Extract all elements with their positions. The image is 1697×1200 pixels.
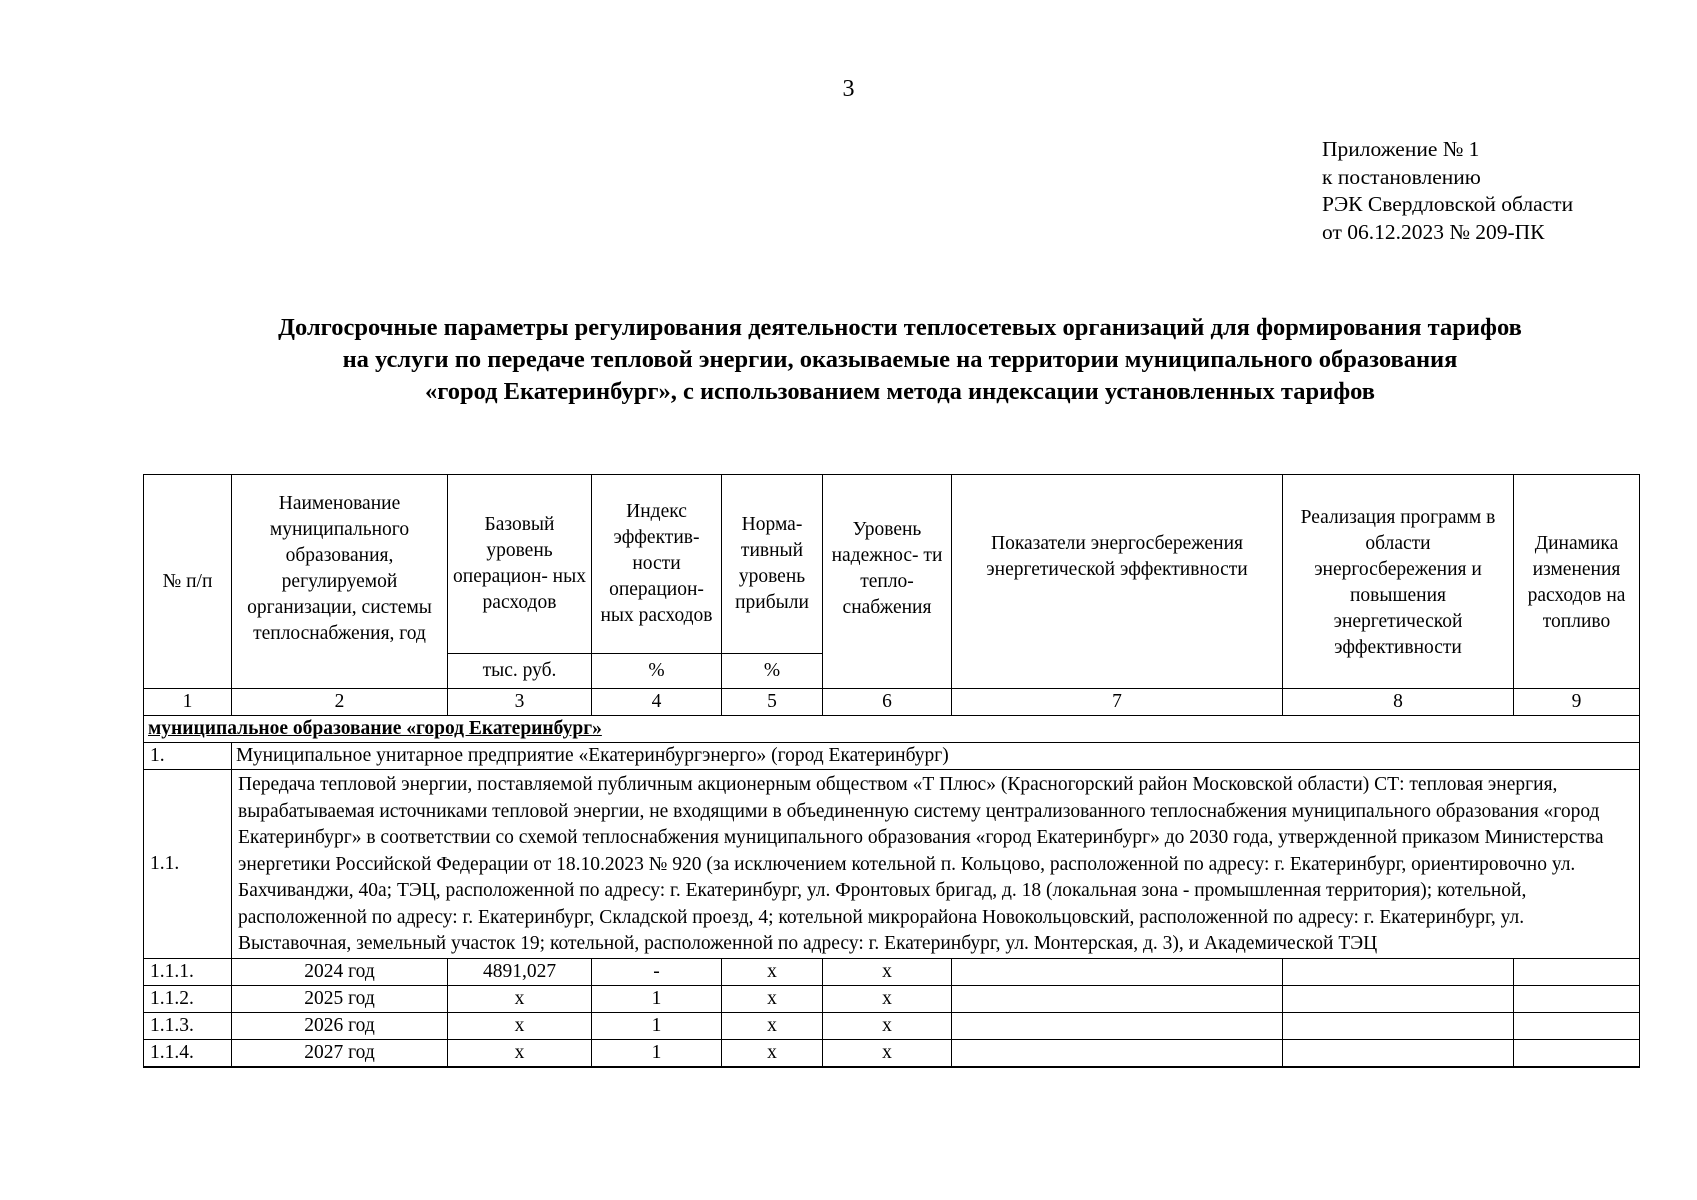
table-row	[144, 1012, 1640, 1039]
appendix-line-4: от 06.12.2023 № 209-ПК	[1322, 219, 1545, 244]
appendix-line-2: к постановлению	[1322, 164, 1481, 189]
header-programs: Реализация программ в области энергосбережения и повышения энергетической эффективности	[1283, 475, 1514, 689]
table-header-row	[144, 475, 1640, 654]
header-num: № п/п	[144, 475, 232, 689]
row-base-opex: 4891,027	[448, 958, 592, 985]
row-profit-level: x	[722, 985, 823, 1012]
row-fuel-dynamics	[1514, 1039, 1640, 1067]
unit-profit-level: %	[722, 654, 823, 689]
row-year: 2027 год	[232, 1039, 448, 1067]
title-line-3: «город Екатеринбург», с использованием метода индексации установленных тарифов	[424, 378, 1376, 405]
table-row	[144, 1039, 1640, 1067]
title-line-2: на услуги по передаче тепловой энергии, оказываемые на территории муниципального образования	[342, 346, 1458, 373]
unit-base-opex: тыс. руб.	[448, 654, 592, 689]
subsection-row	[144, 770, 1640, 959]
document-title	[100, 312, 1697, 408]
column-number: 4	[592, 689, 722, 716]
row-efficiency-index: 1	[592, 985, 722, 1012]
section-row	[144, 716, 1640, 743]
appendix-block	[1322, 136, 1573, 246]
row-efficiency-index: -	[592, 958, 722, 985]
row-reliability: x	[823, 1039, 952, 1067]
row-profit-level: x	[722, 1012, 823, 1039]
title-line-1: Долгосрочные параметры регулирования деятельности теплосетевых организаций для формирования тарифов	[278, 314, 1522, 341]
column-number: 2	[232, 689, 448, 716]
row-programs	[1283, 1039, 1514, 1067]
org-row	[144, 743, 1640, 770]
appendix-line-1: Приложение № 1	[1322, 137, 1480, 161]
org-name: Муниципальное унитарное предприятие «Екатеринбургэнерго» (город Екатеринбург)	[232, 743, 1640, 770]
row-energy-saving	[952, 1039, 1283, 1067]
column-numbers-row	[144, 689, 1640, 716]
row-reliability: x	[823, 958, 952, 985]
row-year: 2025 год	[232, 985, 448, 1012]
header-efficiency-index: Индекс эффектив- ности операцион- ных расходов	[592, 475, 722, 654]
unit-efficiency-index: %	[592, 654, 722, 689]
row-year: 2026 год	[232, 1012, 448, 1039]
column-number: 1	[144, 689, 232, 716]
row-efficiency-index: 1	[592, 1012, 722, 1039]
row-programs	[1283, 958, 1514, 985]
table-row	[144, 985, 1640, 1012]
row-energy-saving	[952, 1012, 1283, 1039]
header-name: Наименование муниципального образования, регулируемой организации, системы теплоснабжения, год	[232, 475, 448, 689]
row-num: 1.1.3.	[144, 1012, 232, 1039]
section-title: муниципальное образование «город Екатеринбург»	[144, 716, 1640, 743]
row-fuel-dynamics	[1514, 958, 1640, 985]
row-profit-level: x	[722, 1039, 823, 1067]
column-number: 5	[722, 689, 823, 716]
row-profit-level: x	[722, 958, 823, 985]
row-energy-saving	[952, 958, 1283, 985]
row-efficiency-index: 1	[592, 1039, 722, 1067]
row-fuel-dynamics	[1514, 1012, 1640, 1039]
row-programs	[1283, 985, 1514, 1012]
org-num: 1.	[144, 743, 232, 770]
column-number: 3	[448, 689, 592, 716]
subsection-num: 1.1.	[144, 770, 232, 959]
column-number: 9	[1514, 689, 1640, 716]
row-reliability: x	[823, 985, 952, 1012]
row-num: 1.1.1.	[144, 958, 232, 985]
subsection-cell	[232, 770, 1640, 959]
parameters-table	[143, 474, 1640, 1068]
row-fuel-dynamics	[1514, 985, 1640, 1012]
column-number: 7	[952, 689, 1283, 716]
table-row	[144, 958, 1640, 985]
appendix-line-3: РЭК Свердловской области	[1322, 192, 1574, 216]
header-fuel-dynamics: Динамика изменения расходов на топливо	[1514, 475, 1640, 689]
header-base-opex: Базовый уровень операцион- ных расходов	[448, 475, 592, 654]
row-base-opex: x	[448, 985, 592, 1012]
row-reliability: x	[823, 1012, 952, 1039]
page-number: 3	[842, 76, 855, 102]
row-year: 2024 год	[232, 958, 448, 985]
row-programs	[1283, 1012, 1514, 1039]
row-num: 1.1.4.	[144, 1039, 232, 1067]
column-number: 6	[823, 689, 952, 716]
header-profit-level: Норма- тивный уровень прибыли	[722, 475, 823, 654]
subsection-description: Передача тепловой энергии, поставляемой публичным акционерным обществом «Т Плюс» (Красногорский район Московской области) СТ: тепловая энергия, вырабатываемая источниками тепловой энергии, не входящими в объединенную систему централизованного теплоснабжения муниципального образования «город Екатеринбург» в соответствии со схемой теплоснабжения муниципального образования «город Екатеринбург» до 2030 года, утвержденной приказом Министерства энергетики Российской Федерации от 18.10.2023 № 920 (за исключением котельной п. Кольцово, расположенной по адресу: г. Екатеринбург, ориентировочно ул. Бахчиванджи, 40а; ТЭЦ, расположенной по адресу: г. Екатеринбург, ул. Фронтовых бригад, д. 18 (локальная зона - промышленная территория); котельной, расположенной по адресу: г. Екатеринбург, Складской проезд, 4; котельной микрорайона Новокольцовский, расположенной по адресу: г. Екатеринбург, ул. Выставочная, земельный участок 19; котельной, расположенной по адресу: г. Екатеринбург, ул. Монтерская, д. 3), и Академической ТЭЦ	[238, 774, 1604, 954]
column-number: 8	[1283, 689, 1514, 716]
row-base-opex: x	[448, 1012, 592, 1039]
row-num: 1.1.2.	[144, 985, 232, 1012]
header-energy-saving: Показатели энергосбережения энергетической эффективности	[952, 475, 1283, 689]
row-energy-saving	[952, 985, 1283, 1012]
row-base-opex: x	[448, 1039, 592, 1067]
header-reliability: Уровень надежнос- ти тепло- снабжения	[823, 475, 952, 689]
